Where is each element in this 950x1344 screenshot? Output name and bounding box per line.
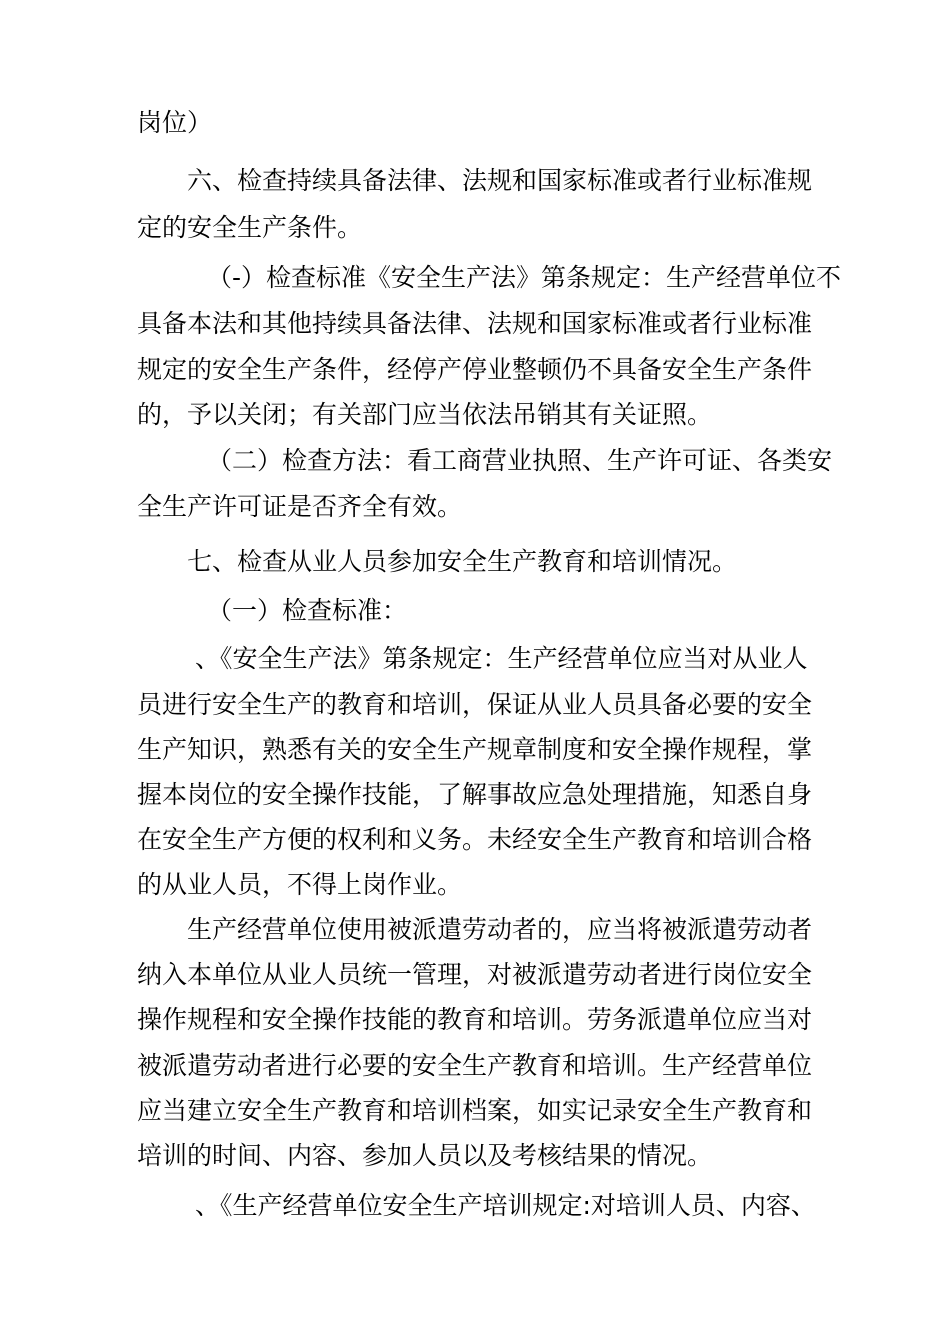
text-line: 被派遣劳动者进行必要的安全生产教育和培训。生产经营单位 (137, 1051, 813, 1080)
text-line: 应当建立安全生产教育和培训档案，如实记录安全生产教育和 (137, 1096, 813, 1125)
text-line: 六、检查持续具备法律、法规和国家标准或者行业标准规 (187, 166, 813, 195)
text-line: 培训的时间、内容、参加人员以及考核结果的情况。 (137, 1141, 713, 1170)
text-line: 生产经营单位使用被派遣劳动者的，应当将被派遣劳动者 (187, 915, 813, 944)
text-line: 七、检查从业人员参加安全生产教育和培训情况。 (187, 547, 738, 576)
text-line: （-）检查标准《安全生产法》第条规定：生产经营单位不 (207, 263, 842, 292)
text-line: 全生产许可证是否齐全有效。 (137, 492, 463, 521)
text-line: 规定的安全生产条件，经停产停业整顿仍不具备安全生产条件 (137, 355, 813, 384)
text-line: 、《安全生产法》第条规定：生产经营单位应当对从业人 (195, 644, 808, 673)
text-line: 握本岗位的安全操作技能，了解事故应急处理措施，知悉自身 (137, 780, 813, 809)
text-line: 、《生产经营单位安全生产培训规定:对培训人员、内容、 (195, 1191, 816, 1220)
text-line: 员进行安全生产的教育和培训，保证从业人员具备必要的安全 (137, 690, 813, 719)
text-line: 的从业人员，不得上岗作业。 (137, 870, 463, 899)
text-line: （二）检查方法：看工商营业执照、生产许可证、各类安 (207, 446, 833, 475)
text-line: 生产知识，熟悉有关的安全生产规章制度和安全操作规程，掌 (137, 735, 813, 764)
text-line: 的，予以关闭；有关部门应当依法吊销其有关证照。 (137, 400, 713, 429)
text-line: （一）检查标准： (207, 596, 408, 625)
text-line: 在安全生产方便的权利和义务。未经安全生产教育和培训合格 (137, 825, 813, 854)
text-line: 具备本法和其他持续具备法律、法规和国家标准或者行业标准 (137, 309, 813, 338)
text-line: 操作规程和安全操作技能的教育和培训。劳务派遣单位应当对 (137, 1005, 813, 1034)
text-line: 定的安全生产条件。 (137, 213, 363, 242)
text-line: 纳入本单位从业人员统一管理，对被派遣劳动者进行岗位安全 (137, 960, 813, 989)
text-line: 岗位） (137, 108, 213, 137)
